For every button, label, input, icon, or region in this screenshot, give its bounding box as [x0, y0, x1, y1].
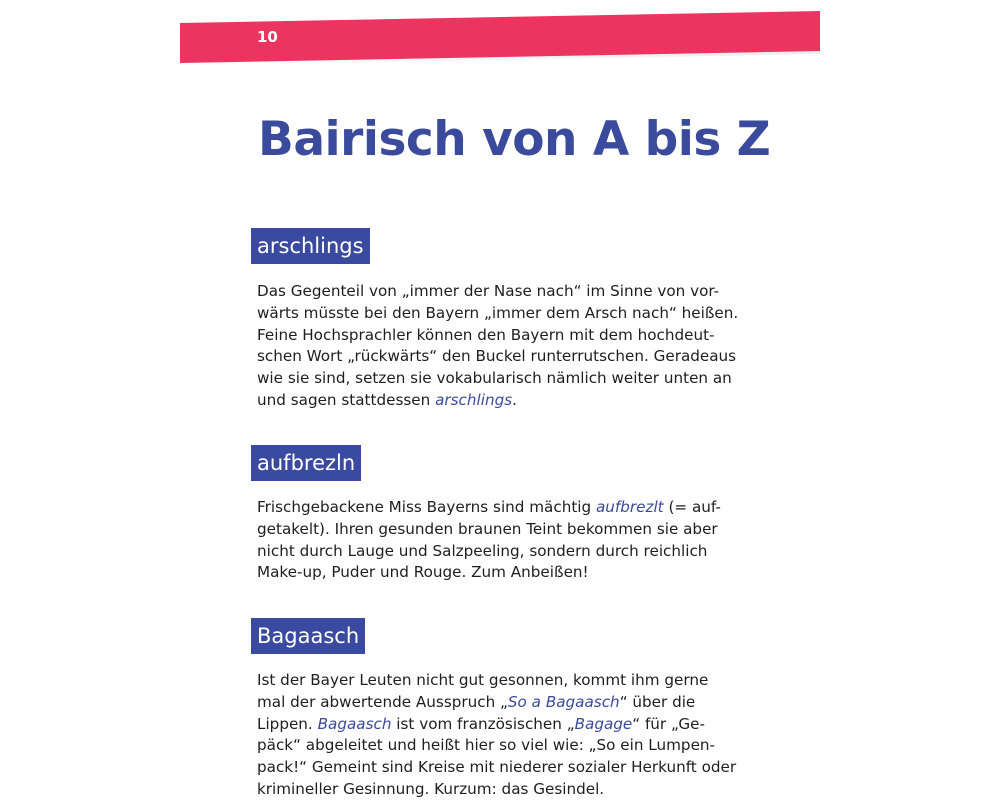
entry-text-arschlings: Das Gegenteil von „immer der Nase nach“ im Sinne von vor- wärts müsste bei den Bayern „immer dem Arsch nach“ heißen. Feine Hochsprachler können den Bayern mit dem hochdeut- schen Wort „rückwärts“ den Buckel runterrutschen. Geradeaus wie sie sind, setzen sie vokabularisch nämlich weiter unten an und sagen stattdessen arschlings.	[257, 282, 739, 409]
term-highlight: aufbrezlt	[595, 498, 664, 516]
term-highlight: So a Bagaasch	[507, 692, 620, 711]
page-title: Bairisch von A bis Z	[258, 112, 771, 167]
entry-heading-bagaasch: Bagaasch	[251, 618, 365, 654]
entry-heading-arschlings: arschlings	[251, 228, 370, 264]
entry-text-aufbrezln: Frischgebackene Miss Bayerns sind mächtig aufbrezlt (= auf- getakelt). Ihren gesunden braunen Teint bekommen sie aber nicht durch Lauge und Salzpeeling, sondern durch reichlich Make-up, Puder und Rouge. Zum Anbeißen!	[257, 498, 721, 582]
term-highlight: Bagaasch	[317, 714, 392, 733]
entry-text-bagaasch: Ist der Bayer Leuten nicht gut gesonnen, kommt ihm gerne mal der abwertende Ausspruch „So a Bagaasch“ über die Lippen. Bagaasch ist vom französischen „Bagage“ für „Ge- päck“ abgeleitet und heißt hier so viel wie: „So ein Lumpen- pack!“ Gemeint sind Kreise mit niederer sozialer Herkunft oder krimineller Gesinnung. Kurzum: das Gesindel.	[257, 671, 737, 798]
page-number: 10	[257, 28, 278, 46]
term-highlight: arschlings	[435, 390, 513, 409]
term-highlight: Bagage	[574, 714, 633, 733]
book-page	[180, 0, 820, 800]
entry-heading-aufbrezln: aufbrezln	[251, 445, 361, 481]
